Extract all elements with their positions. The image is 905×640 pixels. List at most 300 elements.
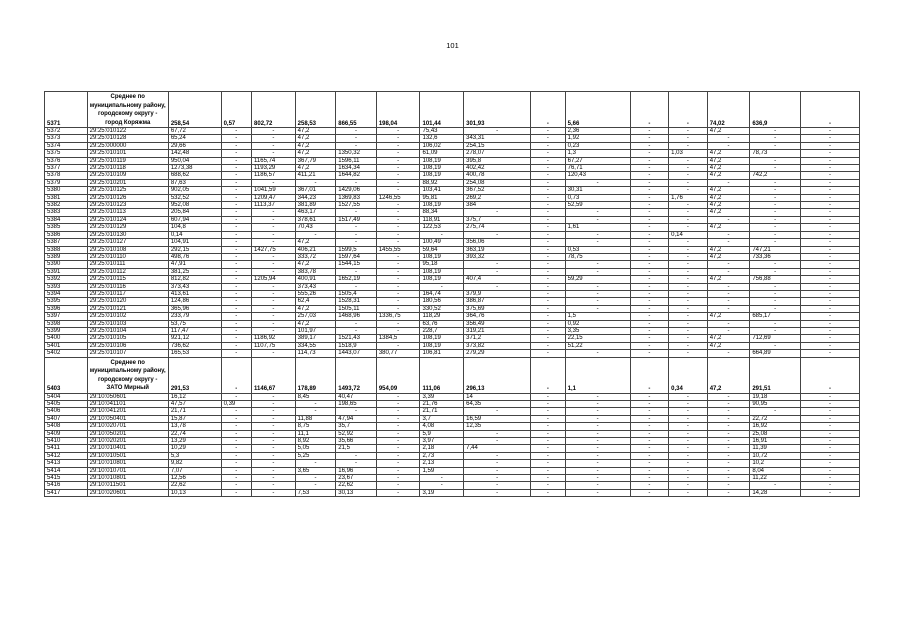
value-cell: 756,88 <box>750 276 801 283</box>
value-cell: 120,43 <box>565 172 630 179</box>
value-cell: - <box>252 261 296 268</box>
value-cell: - <box>750 194 801 201</box>
value-cell: 118,29 <box>420 313 464 320</box>
value-cell: - <box>221 438 251 445</box>
table-row <box>45 187 860 194</box>
value-cell: 164,74 <box>420 290 464 297</box>
summary-row <box>45 357 860 393</box>
value-cell: 373,43 <box>168 283 221 290</box>
value-cell: - <box>669 253 708 260</box>
value-cell: 12,56 <box>168 475 221 482</box>
value-cell: - <box>464 460 531 467</box>
value-cell: 712,69 <box>750 335 801 342</box>
table-row <box>45 268 860 275</box>
value-cell: 228,7 <box>420 327 464 334</box>
value-cell: - <box>376 157 420 164</box>
cadastral-cell: 29:10:050401 <box>87 415 168 422</box>
value-cell: - <box>630 489 669 496</box>
value-cell: 47,2 <box>295 305 336 312</box>
value-cell: 1146,67 <box>252 357 296 393</box>
value-cell: 70,43 <box>295 224 336 231</box>
row-number-cell: 5389 <box>45 253 88 260</box>
value-cell: - <box>531 261 566 268</box>
value-cell: - <box>630 128 669 135</box>
value-cell: - <box>669 467 708 474</box>
value-cell: - <box>801 350 860 357</box>
value-cell: - <box>801 313 860 320</box>
value-cell: - <box>707 408 750 415</box>
value-cell: 1193,29 <box>252 165 296 172</box>
value-cell: - <box>252 452 296 459</box>
value-cell: - <box>801 423 860 430</box>
row-number-cell: 5373 <box>45 135 88 142</box>
value-cell: 108,19 <box>420 253 464 260</box>
value-cell: - <box>669 438 708 445</box>
value-cell: 291,51 <box>750 357 801 393</box>
value-cell: 2,36 <box>565 128 630 135</box>
value-cell: - <box>221 216 251 223</box>
value-cell: 30,31 <box>565 187 630 194</box>
value-cell: - <box>295 401 336 408</box>
value-cell: - <box>669 482 708 489</box>
value-cell: 108,19 <box>420 342 464 349</box>
value-cell: - <box>221 350 251 357</box>
row-number-cell: 5397 <box>45 313 88 320</box>
value-cell: - <box>630 445 669 452</box>
value-cell: 233,79 <box>168 313 221 320</box>
value-cell: - <box>252 231 296 238</box>
value-cell: - <box>252 460 296 467</box>
value-cell: - <box>630 415 669 422</box>
value-cell: - <box>750 187 801 194</box>
value-cell: - <box>221 342 251 349</box>
value-cell: 30,13 <box>336 489 377 496</box>
value-cell: 333,72 <box>295 253 336 260</box>
value-cell: 371,2 <box>464 335 531 342</box>
value-cell: - <box>531 482 566 489</box>
value-cell: - <box>464 475 531 482</box>
cadastral-cell: 29:25:010119 <box>87 157 168 164</box>
value-cell: - <box>669 172 708 179</box>
value-cell: 47,2 <box>707 276 750 283</box>
value-cell: 812,82 <box>168 276 221 283</box>
value-cell: 0,23 <box>565 142 630 149</box>
value-cell: 52,59 <box>565 202 630 209</box>
table-row <box>45 150 860 157</box>
value-cell: - <box>376 320 420 327</box>
value-cell: - <box>750 342 801 349</box>
value-cell: - <box>565 283 630 290</box>
value-cell: - <box>707 231 750 238</box>
row-number-cell: 5376 <box>45 157 88 164</box>
value-cell: - <box>420 482 464 489</box>
value-cell: - <box>565 423 630 430</box>
value-cell: - <box>630 327 669 334</box>
value-cell: - <box>376 172 420 179</box>
value-cell: - <box>531 179 566 186</box>
value-cell: - <box>420 283 464 290</box>
value-cell: - <box>750 179 801 186</box>
value-cell: 1528,31 <box>336 298 377 305</box>
row-number-cell: 5371 <box>45 92 88 128</box>
value-cell: - <box>707 298 750 305</box>
value-cell: - <box>336 327 377 334</box>
row-number-cell: 5404 <box>45 393 88 400</box>
value-cell: - <box>707 438 750 445</box>
value-cell: - <box>336 408 377 415</box>
value-cell: 1,03 <box>669 150 708 157</box>
value-cell: 108,19 <box>420 165 464 172</box>
value-cell: - <box>531 172 566 179</box>
table-row <box>45 438 860 445</box>
value-cell: - <box>630 239 669 246</box>
table-row <box>45 276 860 283</box>
value-cell: - <box>531 423 566 430</box>
value-cell: 142,48 <box>168 150 221 157</box>
value-cell: 10,72 <box>750 452 801 459</box>
value-cell: 11,39 <box>750 445 801 452</box>
value-cell: - <box>750 261 801 268</box>
value-cell: - <box>669 489 708 496</box>
table-row <box>45 261 860 268</box>
table-row <box>45 142 860 149</box>
value-cell: - <box>252 142 296 149</box>
cadastral-cell: 29:10:050201 <box>87 430 168 437</box>
value-cell: - <box>801 179 860 186</box>
value-cell: 1544,15 <box>336 261 377 268</box>
row-number-cell: 5384 <box>45 216 88 223</box>
value-cell: - <box>669 283 708 290</box>
value-cell: - <box>630 335 669 342</box>
cadastral-cell: 29:25:010111 <box>87 261 168 268</box>
row-number-cell: 5394 <box>45 290 88 297</box>
value-cell: - <box>750 128 801 135</box>
value-cell: 22,74 <box>168 430 221 437</box>
value-cell: - <box>750 202 801 209</box>
value-cell: - <box>221 445 251 452</box>
value-cell: 1468,96 <box>336 313 377 320</box>
value-cell: - <box>750 231 801 238</box>
value-cell: - <box>801 142 860 149</box>
value-cell: - <box>336 128 377 135</box>
summary-row <box>45 92 860 128</box>
value-cell: - <box>221 283 251 290</box>
value-cell: 301,93 <box>464 92 531 128</box>
row-number-cell: 5386 <box>45 231 88 238</box>
value-cell: 104,91 <box>168 239 221 246</box>
value-cell: - <box>221 165 251 172</box>
value-cell: - <box>565 209 630 216</box>
value-cell: - <box>801 276 860 283</box>
value-cell: - <box>252 423 296 430</box>
value-cell: - <box>252 445 296 452</box>
value-cell: 22,72 <box>750 415 801 422</box>
row-number-cell: 5415 <box>45 475 88 482</box>
value-cell: 106,81 <box>420 350 464 357</box>
table-row <box>45 290 860 297</box>
value-cell: - <box>252 467 296 474</box>
value-cell: 3,65 <box>295 467 336 474</box>
value-cell: - <box>565 179 630 186</box>
value-cell: - <box>707 393 750 400</box>
value-cell: 275,74 <box>464 224 531 231</box>
value-cell: 13,29 <box>168 438 221 445</box>
value-cell: 47,2 <box>707 224 750 231</box>
value-cell: - <box>750 268 801 275</box>
row-number-cell: 5407 <box>45 415 88 422</box>
row-number-cell: 5379 <box>45 179 88 186</box>
row-number-cell: 5385 <box>45 224 88 231</box>
value-cell: - <box>376 467 420 474</box>
table-row <box>45 430 860 437</box>
value-cell: 2,18 <box>420 445 464 452</box>
value-cell: - <box>221 202 251 209</box>
value-cell: - <box>630 172 669 179</box>
value-cell: - <box>630 320 669 327</box>
value-cell: - <box>565 393 630 400</box>
value-cell: - <box>801 231 860 238</box>
value-cell: - <box>801 135 860 142</box>
value-cell: 1273,38 <box>168 165 221 172</box>
value-cell: - <box>565 467 630 474</box>
value-cell: - <box>630 452 669 459</box>
value-cell: 23,67 <box>336 475 377 482</box>
row-number-cell: 5392 <box>45 276 88 283</box>
value-cell: - <box>531 194 566 201</box>
value-cell: - <box>531 92 566 128</box>
value-cell: - <box>376 430 420 437</box>
row-number-cell: 5414 <box>45 467 88 474</box>
value-cell: - <box>531 202 566 209</box>
value-cell: 343,31 <box>464 135 531 142</box>
value-cell: - <box>252 320 296 327</box>
value-cell: - <box>750 283 801 290</box>
value-cell: - <box>801 246 860 253</box>
value-cell: - <box>531 445 566 452</box>
value-cell: - <box>707 305 750 312</box>
value-cell: - <box>376 290 420 297</box>
value-cell: 16,96 <box>336 467 377 474</box>
value-cell: - <box>630 290 669 297</box>
row-number-cell: 5390 <box>45 261 88 268</box>
value-cell: - <box>707 135 750 142</box>
value-cell: - <box>669 261 708 268</box>
value-cell: 47,2 <box>707 194 750 201</box>
value-cell: - <box>221 415 251 422</box>
value-cell: 10,29 <box>168 445 221 452</box>
value-cell: - <box>630 298 669 305</box>
value-cell: 411,21 <box>295 172 336 179</box>
value-cell: - <box>630 165 669 172</box>
value-cell: 47,2 <box>295 239 336 246</box>
table-row <box>45 231 860 238</box>
value-cell: 47,2 <box>707 342 750 349</box>
value-cell: 1,1 <box>565 357 630 393</box>
value-cell: - <box>531 157 566 164</box>
value-cell: 1,59 <box>420 467 464 474</box>
row-number-cell: 5409 <box>45 430 88 437</box>
value-cell: 90,95 <box>750 401 801 408</box>
value-cell: - <box>707 327 750 334</box>
value-cell: 108,19 <box>420 172 464 179</box>
value-cell: 1505,4 <box>336 290 377 297</box>
value-cell: - <box>376 135 420 142</box>
value-cell: - <box>707 423 750 430</box>
value-cell: - <box>252 415 296 422</box>
cadastral-cell: 29:25:010117 <box>87 290 168 297</box>
value-cell: - <box>801 327 860 334</box>
value-cell: - <box>669 335 708 342</box>
value-cell: - <box>669 445 708 452</box>
row-number-cell: 5398 <box>45 320 88 327</box>
value-cell: - <box>630 393 669 400</box>
value-cell: - <box>801 92 860 128</box>
value-cell: - <box>801 194 860 201</box>
value-cell: - <box>565 475 630 482</box>
value-cell: - <box>707 452 750 459</box>
value-cell: - <box>376 239 420 246</box>
value-cell: 5,66 <box>565 92 630 128</box>
value-cell: - <box>464 489 531 496</box>
value-cell: 101,97 <box>295 327 336 334</box>
value-cell: - <box>376 231 420 238</box>
value-cell: - <box>801 261 860 268</box>
value-cell: - <box>801 202 860 209</box>
value-cell: - <box>464 452 531 459</box>
value-cell: 59,64 <box>420 246 464 253</box>
value-cell: - <box>295 482 336 489</box>
value-cell: - <box>801 445 860 452</box>
value-cell: - <box>376 165 420 172</box>
value-cell: - <box>531 401 566 408</box>
value-cell: - <box>221 408 251 415</box>
value-cell: - <box>750 135 801 142</box>
value-cell: 1517,49 <box>336 216 377 223</box>
value-cell: 108,19 <box>420 335 464 342</box>
value-cell: - <box>252 216 296 223</box>
value-cell: 1429,06 <box>336 187 377 194</box>
value-cell: - <box>376 253 420 260</box>
value-cell: - <box>707 430 750 437</box>
value-cell: - <box>750 165 801 172</box>
cadastral-cell: 29:25:010113 <box>87 209 168 216</box>
value-cell: - <box>376 408 420 415</box>
value-cell: - <box>565 430 630 437</box>
value-cell: - <box>221 305 251 312</box>
value-cell: - <box>221 172 251 179</box>
cadastral-cell: 29:25:010106 <box>87 342 168 349</box>
value-cell: - <box>801 157 860 164</box>
value-cell: - <box>630 261 669 268</box>
value-cell: - <box>252 290 296 297</box>
row-number-cell: 5374 <box>45 142 88 149</box>
cadastral-cell: 29:25:010118 <box>87 165 168 172</box>
value-cell: - <box>464 482 531 489</box>
value-cell: 688,62 <box>168 172 221 179</box>
value-cell: - <box>295 460 336 467</box>
value-cell: 47,2 <box>295 142 336 149</box>
value-cell: - <box>669 268 708 275</box>
value-cell: - <box>630 142 669 149</box>
value-cell: 108,19 <box>420 202 464 209</box>
value-cell: 4,08 <box>420 423 464 430</box>
value-cell: 75,43 <box>420 128 464 135</box>
table-row <box>45 216 860 223</box>
table-row <box>45 313 860 320</box>
value-cell: - <box>531 150 566 157</box>
value-cell: 122,53 <box>420 224 464 231</box>
value-cell: 1186,57 <box>252 172 296 179</box>
value-cell: 254,15 <box>464 142 531 149</box>
value-cell: 952,08 <box>168 202 221 209</box>
value-cell: 742,2 <box>750 172 801 179</box>
value-cell: 47,2 <box>707 172 750 179</box>
value-cell: 866,55 <box>336 92 377 128</box>
value-cell: 1505,11 <box>336 305 377 312</box>
value-cell: - <box>464 268 531 275</box>
value-cell: 5,3 <box>168 452 221 459</box>
value-cell: - <box>669 239 708 246</box>
value-cell: - <box>221 327 251 334</box>
row-number-cell: 5383 <box>45 209 88 216</box>
value-cell: - <box>252 401 296 408</box>
value-cell: - <box>630 475 669 482</box>
value-cell: - <box>336 320 377 327</box>
value-cell: - <box>801 460 860 467</box>
value-cell: 344,23 <box>295 194 336 201</box>
value-cell: 1455,55 <box>376 246 420 253</box>
value-cell: 47,2 <box>707 253 750 260</box>
value-cell: 375,69 <box>464 305 531 312</box>
value-cell: - <box>750 142 801 149</box>
value-cell: - <box>376 209 420 216</box>
value-cell: - <box>531 335 566 342</box>
value-cell: 1384,5 <box>376 335 420 342</box>
value-cell: 406,21 <box>295 246 336 253</box>
value-cell: 1113,37 <box>252 202 296 209</box>
cadastral-cell: 29:25:010109 <box>87 172 168 179</box>
value-cell: - <box>252 179 296 186</box>
cadastral-cell: 29:25:010112 <box>87 268 168 275</box>
table-row <box>45 253 860 260</box>
value-cell: - <box>252 475 296 482</box>
value-cell: - <box>630 216 669 223</box>
table-row <box>45 467 860 474</box>
row-number-cell: 5382 <box>45 202 88 209</box>
value-cell: - <box>801 475 860 482</box>
value-cell: - <box>221 268 251 275</box>
value-cell: - <box>531 224 566 231</box>
value-cell: 178,89 <box>295 357 336 393</box>
row-number-cell: 5401 <box>45 342 88 349</box>
value-cell: - <box>464 261 531 268</box>
value-cell: - <box>221 475 251 482</box>
table-row <box>45 475 860 482</box>
value-cell: 16,92 <box>750 423 801 430</box>
value-cell: 0,73 <box>565 194 630 201</box>
value-cell: 258,54 <box>168 92 221 128</box>
value-cell: - <box>669 276 708 283</box>
value-cell: 62,4 <box>295 298 336 305</box>
table-row <box>45 335 860 342</box>
value-cell: - <box>336 239 377 246</box>
row-number-cell: 5406 <box>45 408 88 415</box>
value-cell: - <box>630 401 669 408</box>
value-cell: - <box>221 452 251 459</box>
value-cell: - <box>630 408 669 415</box>
value-cell: 47,2 <box>707 209 750 216</box>
value-cell: 47,2 <box>707 246 750 253</box>
